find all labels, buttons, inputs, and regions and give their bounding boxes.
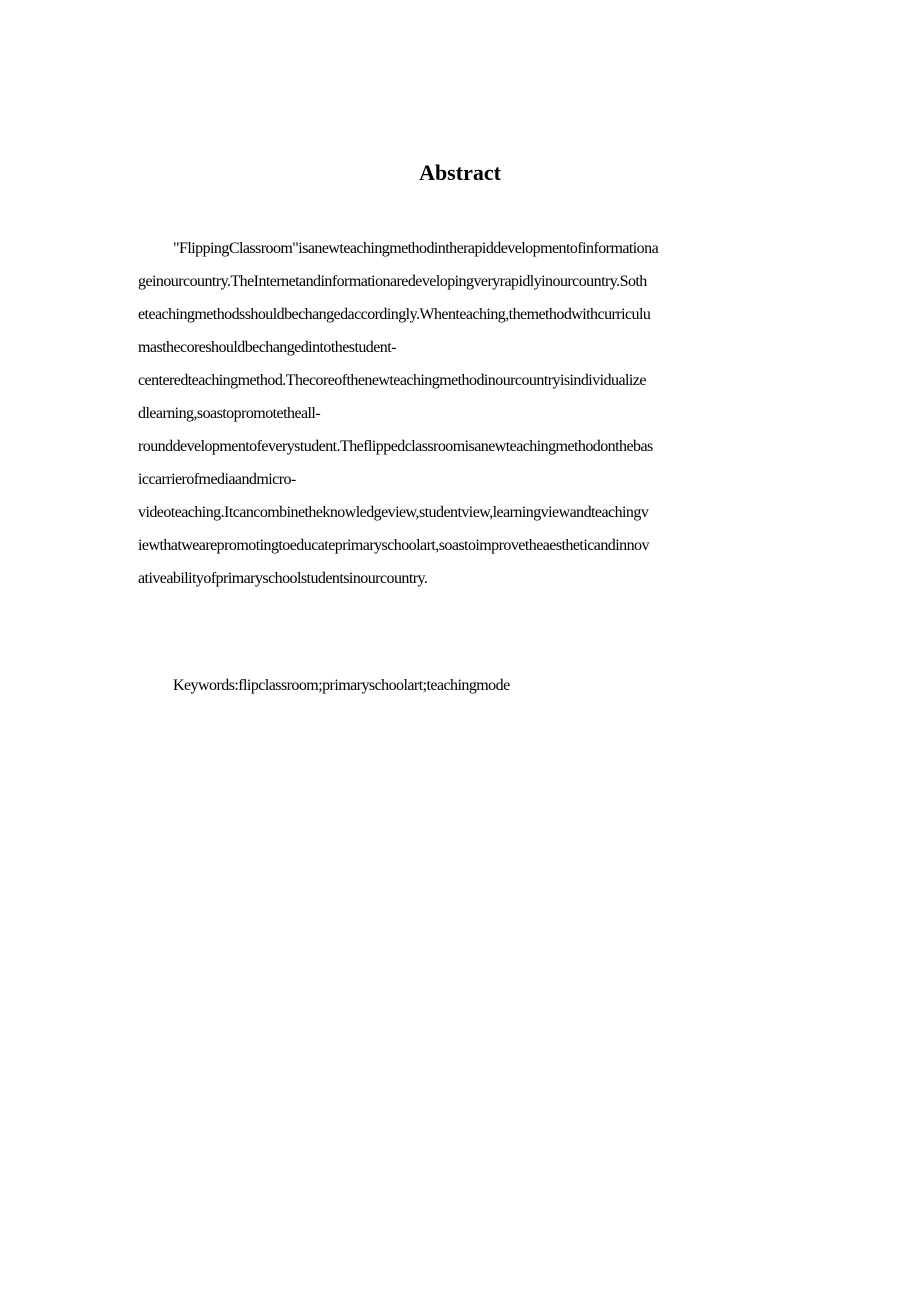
abstract-line: eteachingmethodsshouldbechangedaccordingly.Whenteaching,themethodwithcurriculu	[138, 306, 651, 323]
abstract-title: Abstract	[419, 160, 501, 185]
abstract-line: rounddevelopmentofeverystudent.Theflippedclassroomisanewteachingmethodonthebas	[138, 438, 653, 455]
abstract-line: ativeabilityofprimaryschoolstudentsinourcountry.	[138, 570, 428, 587]
abstract-line: "FlippingClassroom"isanewteachingmethodintherapiddevelopmentofinformationa	[173, 240, 659, 257]
abstract-line: dlearning,soastopromotetheall-	[138, 405, 321, 422]
keywords-line: Keywords:flipclassroom;primaryschoolart;teachingmode	[173, 677, 510, 694]
abstract-line: iewthatwearepromotingtoeducateprimaryschoolart,soastoimprovetheaestheticandinnov	[138, 537, 649, 554]
abstract-line: masthecoreshouldbechangedintothestudent-	[138, 339, 396, 356]
abstract-body	[138, 232, 788, 595]
abstract-line: centeredteachingmethod.Thecoreofthenewteachingmethodinourcountryisindividualize	[138, 372, 646, 389]
abstract-line: geinourcountry.TheInternetandinformationaredevelopingveryrapidlyinourcountry.Soth	[138, 273, 647, 290]
abstract-line: videoteaching.Itcancombinetheknowledgeview,studentview,learningviewandteachingv	[138, 504, 649, 521]
abstract-line: iccarrierofmediaandmicro-	[138, 471, 296, 488]
